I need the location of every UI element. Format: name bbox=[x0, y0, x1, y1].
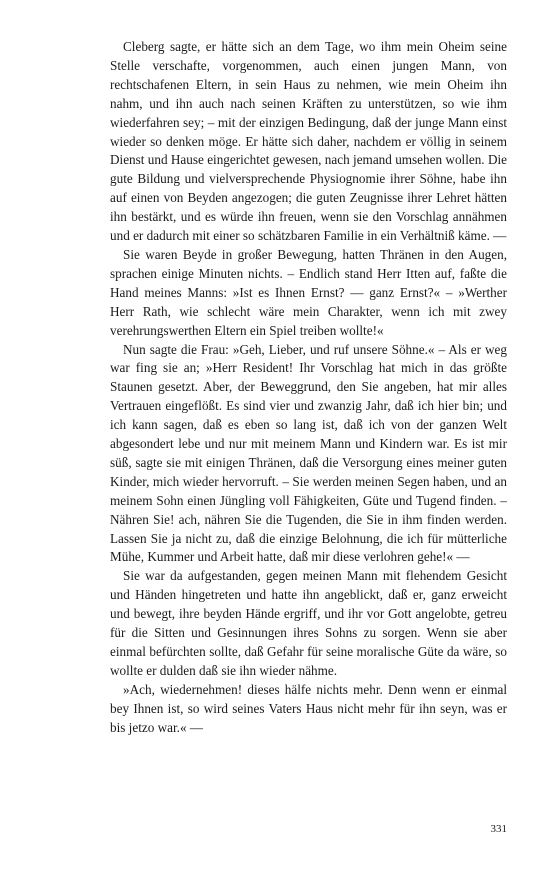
body-text bbox=[110, 38, 507, 738]
paragraph-5: »Ach, wiedernehmen! dieses hälfe nichts mehr. Denn wenn er einmal bey Ihnen ist, so wird seines Vaters Haus nicht mehr für ihn seyn, was er bis jetzo war.« –– bbox=[110, 681, 507, 735]
paragraph-2: Sie waren Beyde in großer Bewegung, hatten Thränen in den Augen, sprachen einige Minuten nichts. – Endlich stand Herr Itten auf, faßte die Hand meines Manns: »Ist es Ihnen Ernst? –– ganz Ernst?« – »Werther Herr Rath, wie schlecht wäre mein Charakter, wenn ich mit zwey verehrungswerthen Eltern ein Spiel treiben wollte!« bbox=[110, 246, 507, 338]
page-number: 331 bbox=[490, 823, 507, 835]
paragraph-3: Nun sagte die Frau: »Geh, Lieber, und ruf unsere Söhne.« – Als er weg war fing sie an; »Herr Resident! Ihr Vorschlag hat mich in das größte Staunen gesetzt. Aber, der Beweggrund, den Sie angeben, hat mir alles Vertrauen eingeflößt. Es sind vier und zwanzig Jahr, daß ich hier bin; und ich kann sagen, daß es eben so lang ist, daß ich von der ganzen Welt abgesondert lebe und nur mit meinem Mann und Kindern war. Es ist mir süß, sagte sie mit einigen Thränen, daß die Versorgung eines meiner guten Kinder, mich wieder hervorruft. – Sie werden meinen Segen haben, und an meinem Sohn einen Jüngling voll Fähigkeiten, Güte und Tugend finden. – Nähren Sie! ach, nähren Sie die Tugenden, die Sie in ihm finden werden. Lassen Sie ja nicht zu, daß die einzige Belohnung, die ich für mütterliche Mühe, Kummer und Arbeit hatte, daß mir diese verlohren gehe!« –– bbox=[110, 341, 507, 565]
paragraph-1: Cleberg sagte, er hätte sich an dem Tage, wo ihm mein Oheim seine Stelle verschafte, vorgenommen, auch einen jungen Mann, von rechtschafenen Eltern, in sein Haus zu nehmen, wie mein Oheim ihn nahm, und ihn auch nach seinen Kräften zu unterstützen, so wie ihm wiederfahren sey; – mit der einzigen Bedingung, daß der junge Mann einst wieder so denken möge. Er hätte sich daher, nachdem er völlig in seinem Dienst und Hause eingerichtet gewesen, nach jemand umsehen wollen. Die gute Bildung und vielversprechende Physiognomie ihrer Söhne, habe ihn auf einen von Beyden angezogen; die guten Zeugnisse ihrer Lehret hätten ihn bestärkt, und es würde ihn freuen, wenn sie den Vorschlag annähmen und er dadurch mit einer so schätzbaren Familie in ein Verhältniß käme. –– bbox=[110, 39, 507, 244]
paragraph-4: Sie war da aufgestanden, gegen meinen Mann mit flehendem Gesicht und Händen hingetreten und hatte ihn angeblickt, daß er, ganz erweicht und bewegt, ihre beyden Hände ergriff, und ihr vor Gott angelobte, getreu für die Sitten und Gesinnungen ihres Sohns zu sorgen. Wenn sie aber einmal befürchten sollte, daß Gefahr für seine moralische Güte da wäre, so wollte er dulden daß sie ihn wieder nähme. bbox=[110, 568, 507, 678]
